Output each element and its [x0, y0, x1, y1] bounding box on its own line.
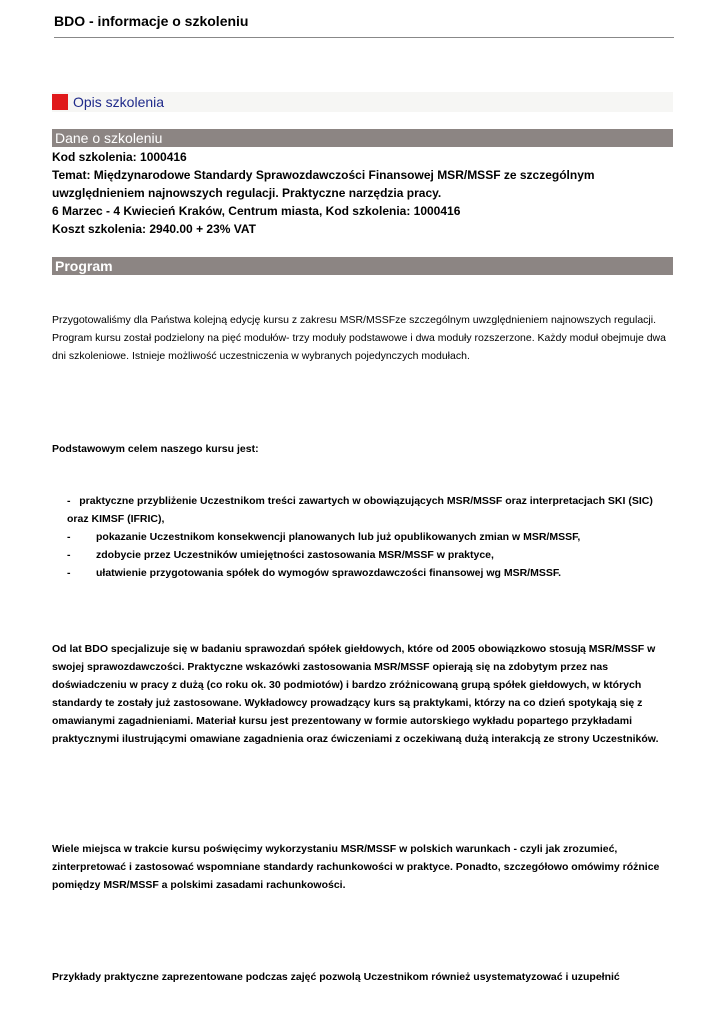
training-date-place: 6 Marzec - 4 Kwiecień Kraków, Centrum miasta, Kod szkolenia: 1000416	[52, 204, 461, 218]
goal-heading: Podstawowym celem naszego kursu jest:	[52, 443, 259, 455]
program-label: Program	[55, 258, 113, 274]
list-item	[52, 564, 672, 582]
goal-list	[52, 492, 672, 582]
training-cost: Koszt szkolenia: 2940.00 + 23% VAT	[52, 222, 256, 236]
list-item-text: zdobycie przez Uczestników umiejętności zastosowania MSR/MSSF w praktyce,	[96, 549, 494, 561]
paragraph-przyklady: Przykłady praktyczne zaprezentowane podczas zajęć pozwolą Uczestnikom również usystematyzować i uzupełnić	[52, 971, 620, 983]
training-topic: Temat: Międzynarodowe Standardy Sprawozdawczości Finansowej MSR/MSSF ze szczególnym uwzględnieniem najnowszych regulacji. Praktyczne narzędzia pracy.	[52, 168, 595, 200]
bullet-dash: -	[67, 531, 71, 543]
list-item	[52, 492, 672, 528]
list-item	[52, 546, 672, 564]
program-intro: Przygotowaliśmy dla Państwa kolejną edycję kursu z zakresu MSR/MSSFze szczególnym uwzględnieniem najnowszych regulacji. Program kursu został podzielony na pięć modułów- trzy moduły podstawowe i dwa moduły rozszerzone. Każdy moduł obejmuje dwa dni szkoleniowe. Istnieje możliwość uczestniczenia w wybranych pojedynczych modułach.	[52, 314, 666, 362]
list-item-text: pokazanie Uczestnikom konsekwencji planowanych lub już opublikowanych zmian w MSR/MSSF,	[96, 531, 581, 543]
training-code: Kod szkolenia: 1000416	[52, 150, 187, 164]
paragraph-kurs: Wiele miejsca w trakcie kursu poświęcimy wykorzystaniu MSR/MSSF w polskich warunkach - czyli jak zrozumieć, zinterpretować i zastosować wspomniane standardy rachunkowości w praktyce. Ponadto, szczegółowo omówimy różnice pomiędzy MSR/MSSF a polskimi zasadami rachunkowości.	[52, 843, 660, 891]
program-header	[52, 257, 673, 275]
list-item-text: praktyczne przybliżenie Uczestnikom treści zawartych w obowiązujących MSR/MSSF oraz interpretacjach SKI (SIC) oraz KIMSF (IFRIC),	[67, 495, 653, 525]
page-title: BDO - informacje o szkoleniu	[54, 13, 674, 38]
bullet-dash: -	[67, 495, 71, 507]
list-item	[52, 528, 672, 546]
dane-o-szkoleniu-label: Dane o szkoleniu	[55, 130, 163, 146]
training-info	[52, 148, 672, 238]
bullet-dash: -	[67, 549, 71, 561]
bullet-dash: -	[67, 567, 71, 579]
dane-o-szkoleniu-header	[52, 129, 673, 147]
opis-szkolenia-label: Opis szkolenia	[73, 94, 165, 110]
opis-szkolenia-header	[52, 92, 673, 112]
paragraph-bdo: Od lat BDO specjalizuje się w badaniu sprawozdań spółek giełdowych, które od 2005 obowiązkowo stosują MSR/MSSF w swojej sprawozdawczości. Praktyczne wskazówki zastosowania MSR/MSSF opierają się na zdobytym przez nas doświadczeniu w pracy z dużą (co roku ok. 30 podmiotów) i bardzo zróżnicowaną grupą spółek giełdowych, w których standardy te zostały już zastosowane. Wykładowcy prowadzący kurs są praktykami, którzy na co dzień spotykają się z omawianymi zagadnieniami. Materiał kursu jest prezentowany w formie autorskiego wykładu popartego przykładami praktycznymi ilustrującymi omawiane zagadnienia oraz ćwiczeniami z oczekiwaną dużą interakcją ze strony Uczestników.	[52, 643, 659, 745]
list-item-text: ułatwienie przygotowania spółek do wymogów sprawozdawczości finansowej wg MSR/MSSF.	[96, 567, 561, 579]
red-square-icon	[52, 94, 68, 110]
